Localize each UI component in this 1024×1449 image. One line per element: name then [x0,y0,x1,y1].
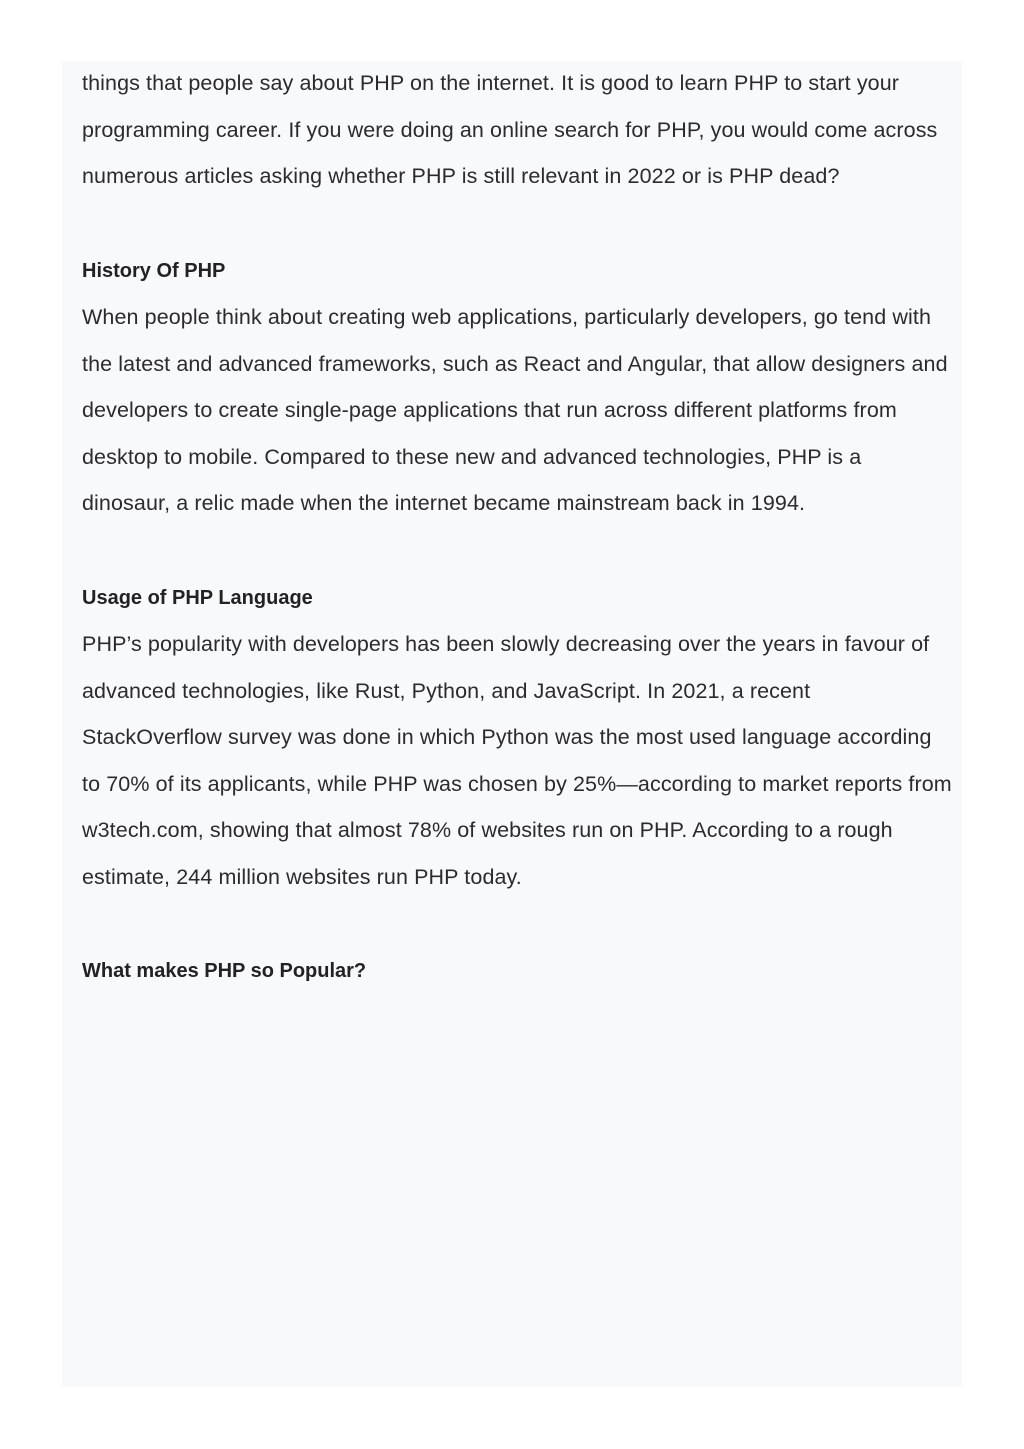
history-paragraph: When people think about creating web applications, particularly developers, go tend with the latest and advanced frameworks, such as React and Angular, that allow designers and developers to create single-page applications that run across different platforms from desktop to mobile. Compared to these new and advanced technologies, PHP is a dinosaur, a relic made when the internet became mainstream back in 1994. [82,305,948,515]
section-spacer [82,527,952,575]
usage-paragraph: PHP’s popularity with developers has been slowly decreasing over the years in favour of advanced technologies, like Rust, Python, and JavaScript. In 2021, a recent StackOverflow survey was done in which Python was the most used language according to 70% of its applicants, while PHP was chosen by 25%—according to market reports from w3tech.com, showing that almost 78% of websites run on PHP. According to a rough estimate, 244 million websites run PHP today. [82,632,952,889]
section-heading-history: History Of PHP [82,259,226,282]
section-spacer [82,200,952,248]
section-heading-usage: Usage of PHP Language [82,586,313,609]
section-heading-popular: What makes PHP so Popular? [82,960,367,982]
intro-paragraph: things that people say about PHP on the internet. It is good to learn PHP to start your programming career. If you were doing an online search for PHP, you would come across numerous articles asking whether PHP is still relevant in 2022 or is PHP dead? [82,71,938,188]
article-body [82,60,952,995]
section-spacer [82,900,952,948]
